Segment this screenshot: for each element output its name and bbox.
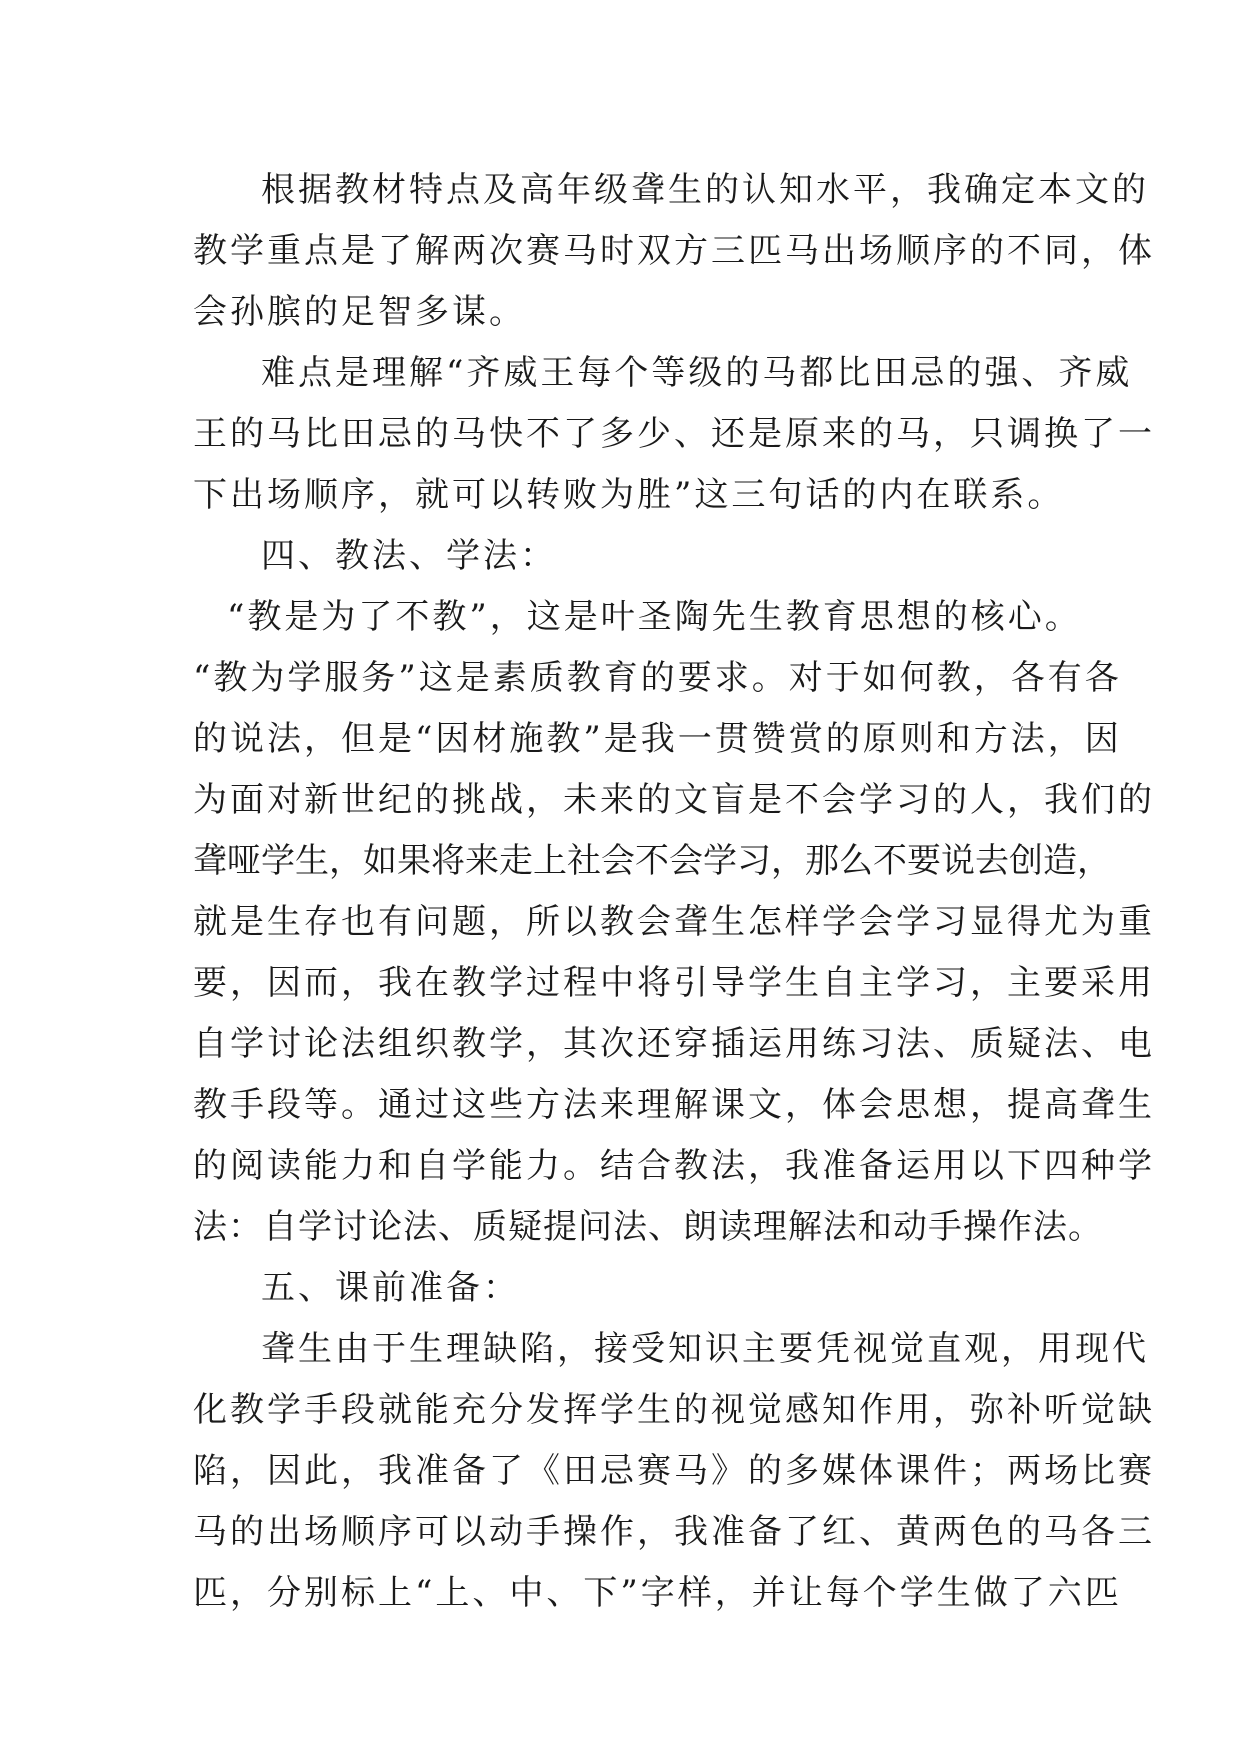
text-line: 根据教材特点及高年级聋生的认知水平，我确定本文的 [261, 170, 1149, 210]
section-heading: 四、教法、学法： [261, 536, 557, 576]
text-line: 匹，分别标上“上、中、下”字样，并让每个学生做了六匹 [193, 1573, 1122, 1613]
text-line: 要，因而，我在教学过程中将引导学生自主学习，主要采用 [193, 963, 1155, 1003]
text-line: 的阅读能力和自学能力。结合教法，我准备运用以下四种学 [193, 1146, 1155, 1186]
text-line: “教是为了不教”，这是叶圣陶先生教育思想的核心。 [227, 597, 1082, 637]
text-line: 会孙膑的足智多谋。 [193, 292, 526, 332]
text-line: 聋生由于生理缺陷，接受知识主要凭视觉直观，用现代 [261, 1329, 1149, 1369]
text-line: 下出场顺序，就可以转败为胜”这三句话的内在联系。 [193, 475, 1065, 515]
text-line: 就是生存也有问题，所以教会聋生怎样学会学习显得尤为重 [193, 902, 1155, 942]
text-line: 马的出场顺序可以动手操作，我准备了红、黄两色的马各三 [193, 1512, 1155, 1552]
text-line: 王的马比田忌的马快不了多少、还是原来的马，只调换了一 [193, 414, 1155, 454]
text-line: 教手段等。通过这些方法来理解课文，体会思想，提高聋生 [193, 1085, 1155, 1125]
text-line: 自学讨论法组织教学，其次还穿插运用练习法、质疑法、电 [193, 1024, 1155, 1064]
text-line: 为面对新世纪的挑战，未来的文盲是不会学习的人，我们的 [193, 780, 1155, 820]
text-line: 难点是理解“齐威王每个等级的马都比田忌的强、齐威 [261, 353, 1133, 393]
text-line: “教为学服务”这是素质教育的要求。对于如何教，各有各 [193, 658, 1122, 698]
text-line: 教学重点是了解两次赛马时双方三匹马出场顺序的不同，体 [193, 231, 1155, 271]
text-line: 的说法，但是“因材施教”是我一贯赞赏的原则和方法，因 [193, 719, 1122, 759]
text-line: 化教学手段就能充分发挥学生的视觉感知作用，弥补听觉缺 [193, 1390, 1155, 1430]
text-line: 陷，因此，我准备了《田忌赛马》的多媒体课件；两场比赛 [193, 1451, 1155, 1491]
document-body [193, 160, 1155, 1624]
section-heading: 五、课前准备： [261, 1268, 520, 1308]
text-line: 法：自学讨论法、质疑提问法、朗读理解法和动手操作法。 [193, 1207, 1103, 1247]
text-line: 聋哑学生，如果将来走上社会不会学习，那么不要说去创造， [193, 841, 1111, 881]
